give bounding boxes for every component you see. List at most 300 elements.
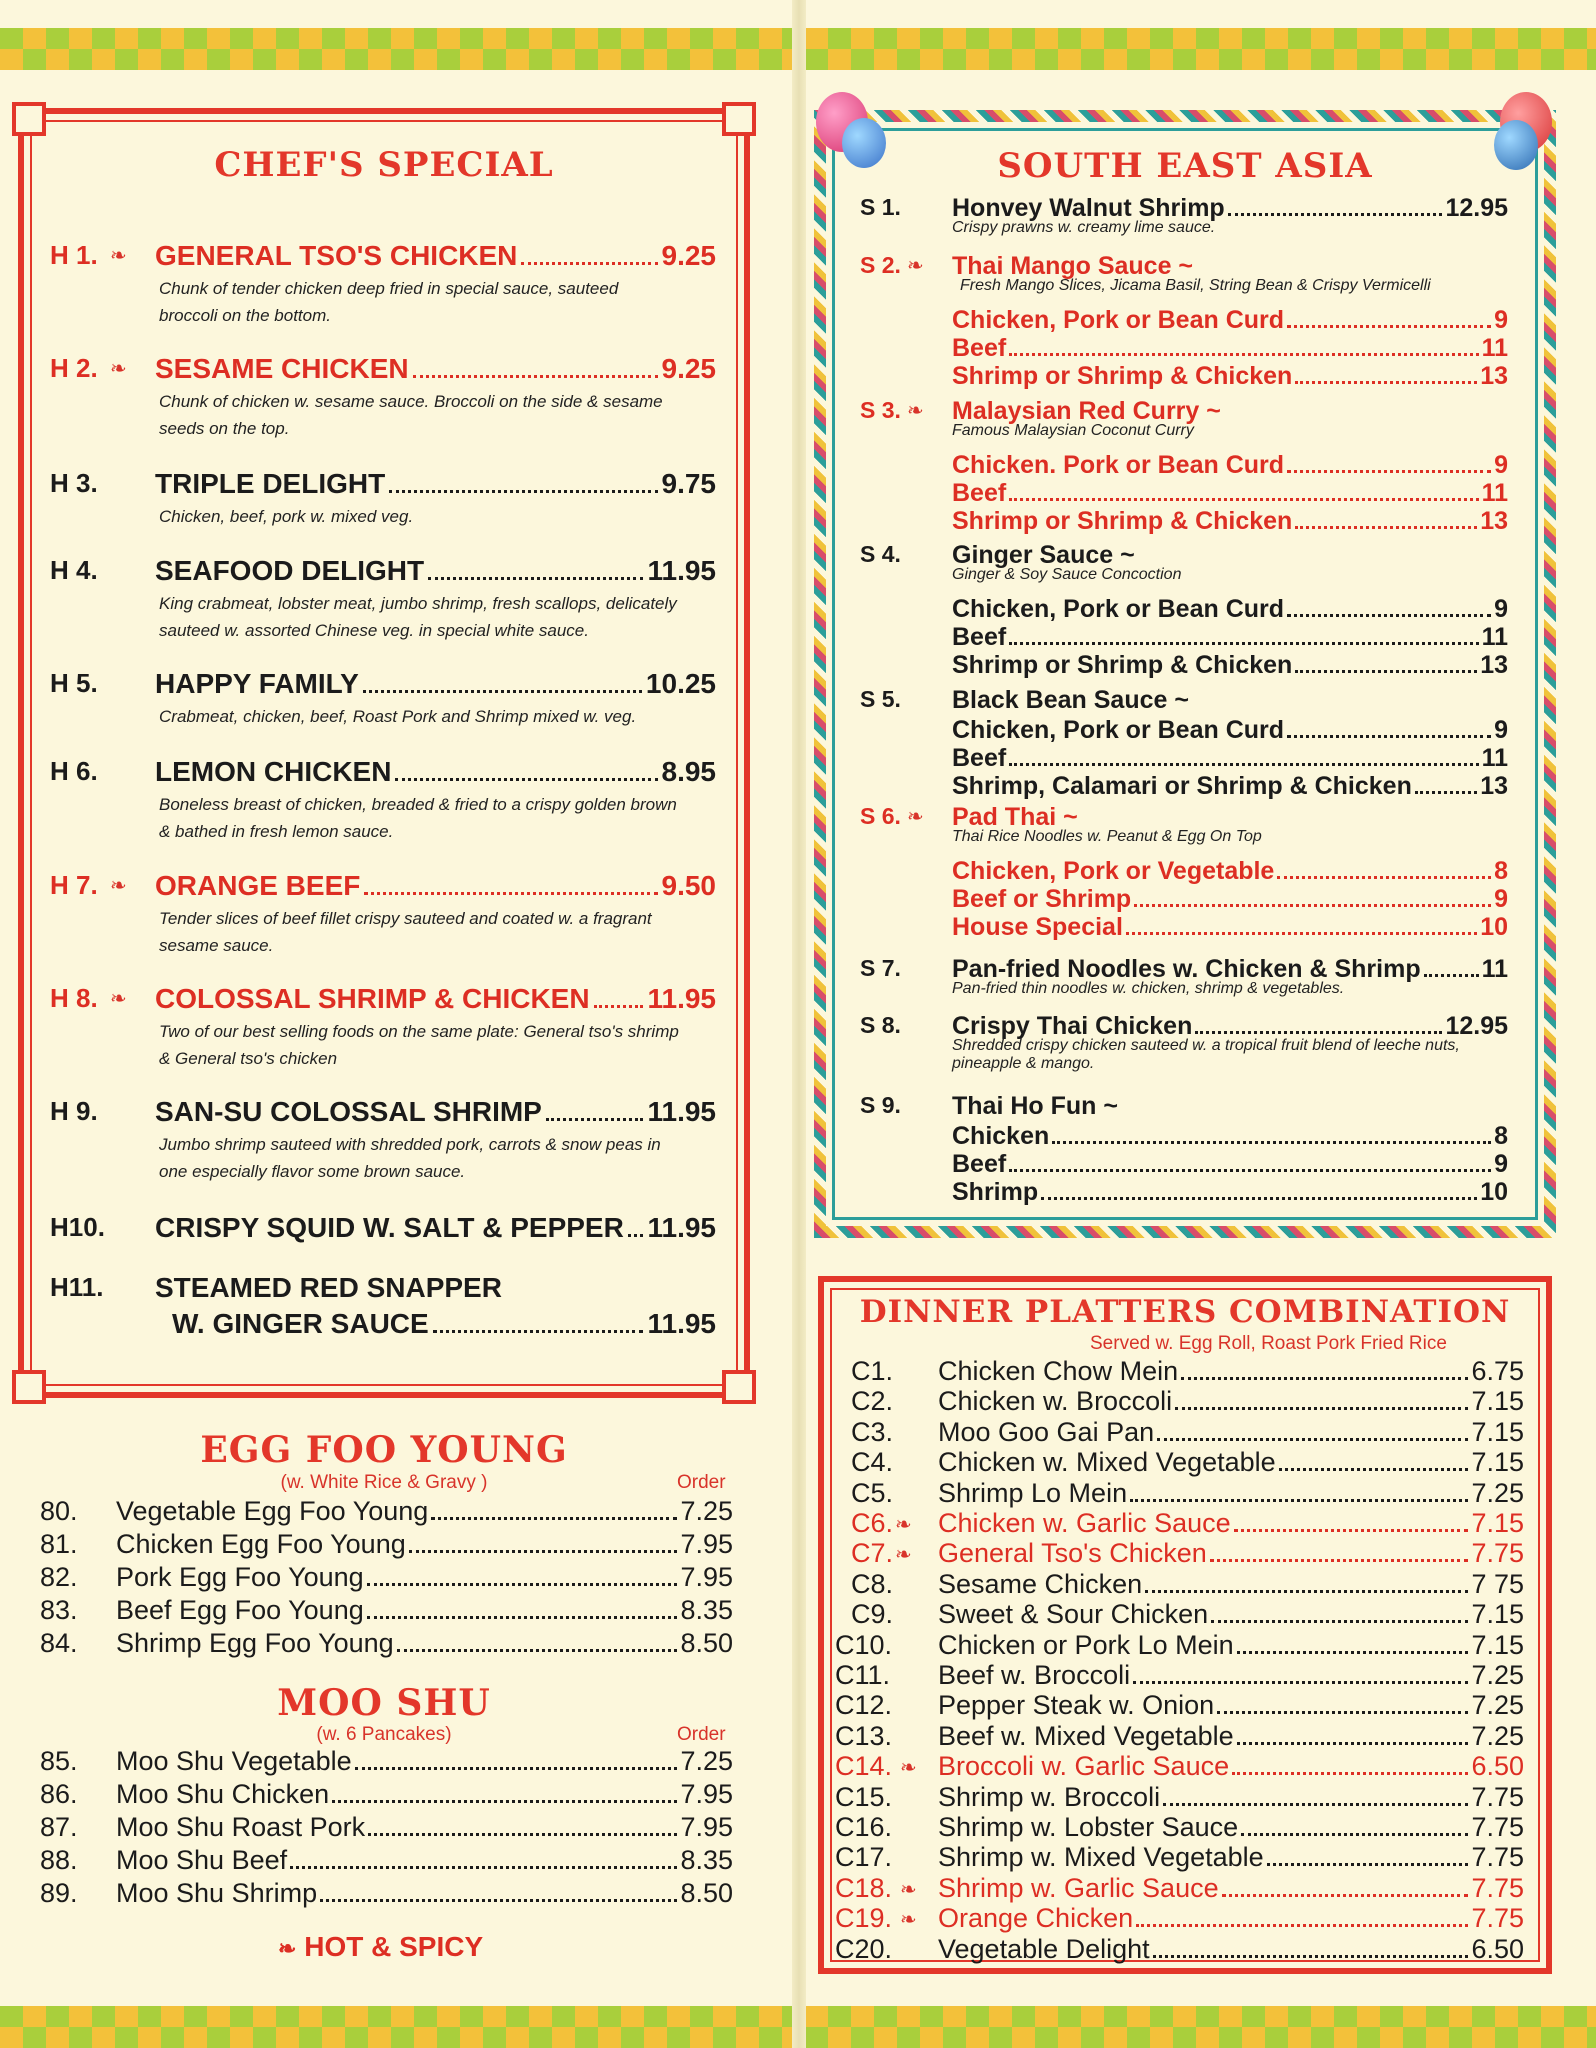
item-number: 86.: [40, 1779, 78, 1809]
leader-dots: [1295, 381, 1477, 384]
menu-item-line: [938, 1903, 1524, 1934]
item-name: Chicken, Pork or Bean Curd: [952, 306, 1285, 334]
chili-pepper-icon: ❧: [900, 1757, 917, 1780]
item-name: Moo Shu Shrimp: [116, 1878, 318, 1908]
item-description: Tender slices of beef fillet crispy sauteed and coated w. a fragrant sesame sauce.: [159, 909, 652, 955]
item-name: Moo Shu Vegetable: [116, 1746, 352, 1776]
menu-item-line: [938, 1447, 1524, 1478]
item-description: King crabmeat, lobster meat, jumbo shrimp, fresh scallops, delicately sauteed w. assorted Chinese veg. in special white sauce.: [159, 594, 677, 640]
menu-option-line: [952, 362, 1508, 391]
item-price: 7.25: [680, 1746, 733, 1776]
item-code: C6.: [851, 1508, 894, 1538]
leader-dots: [389, 490, 657, 493]
menu-option-line: [952, 885, 1508, 914]
item-code: H10.: [50, 1212, 105, 1242]
item-code: C5.: [851, 1477, 894, 1508]
leader-dots: [1130, 1499, 1468, 1502]
item-name: Thai Ho Fun ~: [952, 1092, 1118, 1120]
item-name: Chicken, Pork or Bean Curd: [952, 595, 1285, 623]
egg-foo-young-subtitle: (w. White Rice & Gravy ): [280, 1472, 488, 1493]
item-description: Shredded crispy chicken sauteed w. a tropical fruit blend of leeche nuts, pineapple & mango.: [952, 1037, 1460, 1072]
menu-item-line: [938, 1417, 1524, 1448]
leader-dots: [1211, 1620, 1468, 1623]
item-name: W. GINGER SAUCE: [172, 1308, 429, 1339]
item-name: Shrimp w. Lobster Sauce: [938, 1812, 1239, 1842]
item-description: Chunk of chicken w. sesame sauce. Broccoli on the side & sesame seeds on the top.: [159, 392, 663, 438]
item-name: Honvey Walnut Shrimp: [952, 194, 1225, 222]
item-price: 13: [1480, 771, 1508, 800]
item-name: Beef or Shrimp: [952, 884, 1132, 913]
leader-dots: [628, 1234, 644, 1237]
item-price: 9.50: [661, 870, 716, 901]
item-name: Shrimp Egg Foo Young: [116, 1628, 394, 1658]
menu-item-line: [116, 1812, 733, 1843]
menu-item-line: [938, 1690, 1524, 1721]
menu-item-line: [938, 1721, 1524, 1752]
menu-option-line: [952, 306, 1508, 335]
item-code: C3.: [851, 1416, 894, 1447]
item-number: 89.: [40, 1878, 78, 1908]
item-price: 8.35: [680, 1845, 733, 1875]
item-number: 85.: [40, 1746, 78, 1776]
item-name: Shrimp or Shrimp & Chicken: [952, 506, 1293, 535]
item-price: 9.25: [661, 240, 716, 271]
chili-pepper-icon: ❧: [110, 875, 127, 897]
chili-pepper-icon: ❧: [110, 245, 127, 267]
item-name: Chicken. Pork or Bean Curd: [952, 451, 1285, 479]
item-name: Beef: [952, 743, 1007, 772]
item-code: C19.: [835, 1903, 893, 1934]
leader-dots: [1133, 1681, 1468, 1684]
item-name: SESAME CHICKEN: [155, 353, 409, 384]
frame-corner: [12, 1370, 46, 1404]
item-price: 10: [1480, 1177, 1508, 1206]
item-code: C11.: [835, 1660, 891, 1690]
item-name: Moo Shu Chicken: [116, 1779, 330, 1809]
item-name: Black Bean Sauce ~: [952, 686, 1189, 714]
menu-option-line: [952, 651, 1508, 680]
item-price: 9: [1494, 716, 1508, 744]
leader-dots: [428, 577, 643, 580]
item-price: 7.15: [1471, 1386, 1524, 1417]
menu-item-line: [116, 1529, 733, 1560]
menu-item-line: [116, 1779, 733, 1810]
item-price: 9: [1494, 1149, 1508, 1178]
leader-dots: [1232, 1772, 1468, 1775]
item-name: Malaysian Red Curry ~: [952, 397, 1221, 425]
item-code: S 2.: [860, 252, 901, 278]
item-name: General Tso's Chicken: [938, 1538, 1207, 1569]
item-name: LEMON CHICKEN: [155, 756, 392, 787]
leader-dots: [1217, 1711, 1468, 1714]
menu-item-line: [938, 1538, 1524, 1569]
item-name: Pork Egg Foo Young: [116, 1562, 364, 1592]
leader-dots: [433, 1330, 644, 1333]
chili-pepper-icon: ❧: [900, 1909, 917, 1932]
item-name: Chicken or Pork Lo Mein: [938, 1629, 1234, 1660]
menu-item-line: [116, 1496, 733, 1527]
menu-item-line: [938, 1599, 1524, 1630]
menu-item-line: [155, 668, 716, 700]
item-name: Shrimp w. Broccoli: [938, 1781, 1161, 1812]
item-price: 7.75: [1471, 1812, 1524, 1842]
leader-dots: [367, 1616, 678, 1619]
chili-pepper-icon: ❧: [278, 1936, 297, 1961]
item-name: Beef w. Broccoli: [938, 1660, 1131, 1690]
item-price: 7.15: [1471, 1629, 1524, 1660]
item-code: S 4.: [860, 541, 901, 567]
item-code: S 3.: [860, 397, 901, 423]
hot-spicy-legend: [278, 1931, 483, 1963]
item-code: H 4.: [50, 555, 98, 585]
item-description: Jumbo shrimp sauteed with shredded pork, carrots & snow peas in one especially flavor some brown sauce.: [159, 1135, 661, 1181]
menu-item-line: [938, 1873, 1524, 1904]
item-price: 13: [1480, 650, 1508, 679]
chili-pepper-icon: ❧: [895, 1514, 912, 1536]
item-price: 9: [1494, 306, 1508, 334]
item-code: H 6.: [50, 756, 98, 786]
menu-item-line: [155, 1212, 716, 1244]
item-code: S 5.: [860, 686, 901, 712]
item-number: 80.: [40, 1496, 78, 1526]
menu-item-line: [938, 1569, 1524, 1600]
item-code: C15.: [835, 1781, 893, 1812]
egg-foo-young-title: EGG FOO YOUNG: [200, 1429, 568, 1471]
menu-item-line: [155, 1096, 716, 1128]
leader-dots: [368, 1833, 677, 1836]
menu-item-line: [116, 1746, 733, 1777]
item-price: 8.50: [680, 1628, 733, 1658]
menu-option-line: [952, 772, 1508, 801]
leader-dots: [594, 1005, 644, 1008]
item-price: 7.75: [1471, 1842, 1524, 1873]
menu-item-line: [155, 983, 716, 1015]
item-code: S 9.: [860, 1092, 901, 1118]
item-code: C20.: [835, 1933, 893, 1964]
menu-item-line: [155, 756, 716, 788]
item-price: 7.95: [680, 1812, 733, 1842]
leader-dots: [1287, 735, 1491, 738]
menu-option-line: [952, 716, 1508, 745]
item-name: Beef: [952, 478, 1007, 507]
item-name: Shrimp w. Garlic Sauce: [938, 1872, 1219, 1903]
chili-pepper-icon: ❧: [907, 806, 924, 828]
leader-dots: [1136, 1924, 1468, 1927]
menu-item-line: [938, 1356, 1524, 1387]
menu-item-line: [938, 1751, 1524, 1782]
menu-item-line: [155, 240, 716, 272]
menu-item-line: [172, 1308, 716, 1340]
item-code: H 9.: [50, 1096, 98, 1126]
leader-dots: [1279, 1468, 1469, 1471]
item-price: 7.95: [680, 1529, 733, 1559]
menu-item-line: [116, 1595, 733, 1626]
item-code: H 2.: [50, 353, 98, 383]
item-price: 12.95: [1445, 194, 1508, 222]
item-name: Broccoli w. Garlic Sauce: [938, 1751, 1230, 1782]
item-name: Sesame Chicken: [938, 1568, 1143, 1599]
item-name: Shrimp or Shrimp & Chicken: [952, 650, 1293, 679]
menu-option-line: [952, 1150, 1508, 1179]
menu-item-line: [938, 1630, 1524, 1661]
leader-dots: [1222, 1894, 1469, 1897]
item-description: Boneless breast of chicken, breaded & fried to a crispy golden brown & bathed in fresh lemon sauce.: [159, 795, 677, 841]
item-name: Crispy Thai Chicken: [952, 1012, 1193, 1040]
item-price: 11.95: [647, 1096, 716, 1127]
item-code: H 5.: [50, 668, 98, 698]
leader-dots: [367, 1583, 678, 1586]
item-number: 87.: [40, 1812, 78, 1842]
item-name: Shrimp, Calamari or Shrimp & Chicken: [952, 771, 1412, 800]
item-price: 9: [1494, 595, 1508, 623]
item-name: Sweet & Sour Chicken: [938, 1599, 1209, 1630]
menu-item-line: [938, 1934, 1524, 1965]
south-east-asia-title: SOUTH EAST ASIA: [997, 146, 1373, 186]
item-number: 88.: [40, 1845, 78, 1875]
menu-item-line: [938, 1386, 1524, 1417]
menu-item-line: [938, 1660, 1524, 1691]
item-price: 11.95: [647, 1308, 716, 1339]
item-code: C2.: [851, 1386, 894, 1417]
menu-option-line: [952, 507, 1508, 536]
leader-dots: [1145, 1590, 1468, 1593]
item-code: S 8.: [860, 1012, 901, 1038]
item-price: 6.50: [1471, 1933, 1524, 1964]
item-price: 6.75: [1471, 1356, 1524, 1386]
item-name: Thai Mango Sauce ~: [952, 252, 1194, 280]
leader-dots: [1415, 791, 1477, 794]
menu-item-line: [155, 870, 716, 902]
leader-dots: [413, 375, 658, 378]
leader-dots: [431, 1517, 677, 1520]
leader-dots: [332, 1800, 677, 1803]
leader-dots: [320, 1899, 677, 1902]
leader-dots: [397, 1649, 678, 1652]
frame-corner: [722, 102, 756, 136]
leader-dots: [1295, 526, 1477, 529]
item-price: 7.15: [1471, 1447, 1524, 1478]
item-name: Beef: [952, 333, 1007, 362]
item-price: 8: [1494, 857, 1508, 885]
item-price: 7.15: [1471, 1599, 1524, 1630]
item-name: Pepper Steak w. Onion: [938, 1690, 1215, 1721]
item-name: Chicken: [952, 1122, 1050, 1150]
menu-item-line: [116, 1845, 733, 1876]
item-name: STEAMED RED SNAPPER: [155, 1272, 502, 1303]
frame-corner: [12, 102, 46, 136]
dinner-platters-subtitle: Served w. Egg Roll, Roast Pork Fried Rice: [1090, 1333, 1447, 1354]
chefs-special-title: CHEF'S SPECIAL: [214, 145, 554, 185]
item-name: Shrimp or Shrimp & Chicken: [952, 361, 1293, 390]
leader-dots: [1009, 642, 1478, 645]
leader-dots: [1153, 1955, 1469, 1958]
item-price: 7.15: [1471, 1416, 1524, 1447]
item-code: C8.: [851, 1568, 894, 1599]
leader-dots: [1009, 353, 1478, 356]
leader-dots: [363, 690, 642, 693]
leader-dots: [1009, 763, 1478, 766]
item-code: H 1.: [50, 240, 98, 270]
item-price: 9.25: [661, 353, 716, 384]
item-code: C7.: [851, 1538, 894, 1569]
item-name: Shrimp w. Mixed Vegetable: [938, 1842, 1264, 1873]
item-description: Chunk of tender chicken deep fried in special sauce, sauteed broccoli on the bottom.: [159, 279, 619, 325]
item-price: 8.50: [680, 1878, 733, 1908]
item-name: House Special: [952, 912, 1123, 941]
item-price: 11: [1481, 333, 1508, 362]
leader-dots: [1163, 1803, 1468, 1806]
item-code: H 3.: [50, 468, 98, 498]
menu-item-line: [116, 1562, 733, 1593]
item-description: Pan-fried thin noodles w. chicken, shrimp & vegetables.: [952, 980, 1345, 997]
item-code: H 8.: [50, 983, 98, 1013]
leader-dots: [395, 778, 657, 781]
leader-dots: [1210, 1559, 1469, 1562]
item-price: 9.75: [661, 468, 716, 499]
item-name: Shrimp: [952, 1177, 1039, 1206]
item-name: Beef w. Mixed Vegetable: [938, 1720, 1234, 1751]
menu-option-line: [952, 623, 1508, 652]
menu-option-line: [952, 744, 1508, 773]
item-price: 7.75: [1471, 1781, 1524, 1812]
item-price: 7.25: [1471, 1660, 1524, 1690]
item-name: Vegetable Delight: [938, 1933, 1150, 1964]
item-name: GENERAL TSO'S CHICKEN: [155, 240, 518, 271]
menu-item-line: [938, 1842, 1524, 1873]
menu-item-line: [116, 1628, 733, 1659]
menu-item-line: [155, 468, 716, 500]
item-price: 11: [1481, 478, 1508, 507]
item-code: C10.: [835, 1629, 893, 1660]
item-name: Chicken Egg Foo Young: [116, 1529, 406, 1559]
leader-dots: [1295, 670, 1477, 673]
item-price: 11.95: [647, 983, 716, 1014]
moo-shu-order-label: Order: [677, 1724, 726, 1745]
item-price: 10.25: [645, 668, 716, 699]
leader-dots: [1277, 876, 1491, 879]
leader-dots: [1175, 1407, 1468, 1410]
leader-dots: [364, 892, 657, 895]
item-name: ORANGE BEEF: [155, 870, 361, 901]
leader-dots: [1009, 1169, 1491, 1172]
item-name: HAPPY FAMILY: [155, 668, 359, 699]
leader-dots: [290, 1866, 677, 1869]
item-name: Pan-fried Noodles w. Chicken & Shrimp: [952, 955, 1421, 983]
menu-item-line: [116, 1878, 733, 1909]
item-price: 7.75: [1471, 1903, 1524, 1934]
item-price: 12.95: [1445, 1012, 1508, 1040]
item-price: 11: [1481, 743, 1508, 772]
item-code: H 7.: [50, 870, 98, 900]
menu-option-line: [952, 913, 1508, 942]
item-code: S 7.: [860, 955, 901, 981]
item-description: Two of our best selling foods on the same plate: General tso's shrimp & General tso's chicken: [159, 1022, 679, 1068]
menu-item-line: [938, 1478, 1524, 1509]
menu-item-line: [155, 555, 716, 587]
item-name: Moo Shu Beef: [116, 1845, 288, 1875]
item-name: Chicken, Pork or Vegetable: [952, 857, 1275, 885]
leader-dots: [409, 1550, 678, 1553]
menu-option-line: [952, 479, 1508, 508]
leader-dots: [1287, 614, 1491, 617]
leader-dots: [1126, 932, 1477, 935]
page-fold: [792, 0, 806, 2048]
item-name: SAN-SU COLOSSAL SHRIMP: [155, 1096, 542, 1127]
item-code: C14.: [835, 1751, 893, 1782]
item-name: Pad Thai ~: [952, 803, 1078, 831]
leader-dots: [1267, 1863, 1469, 1866]
item-code: C13.: [835, 1720, 893, 1751]
item-price: 9: [1494, 451, 1508, 479]
item-name: CRISPY SQUID W. SALT & PEPPER: [155, 1212, 624, 1243]
item-code: H11.: [50, 1272, 104, 1302]
menu-item-line: [155, 353, 716, 385]
frame-corner: [722, 1370, 756, 1404]
leader-dots: [1041, 1197, 1477, 1200]
leader-dots: [1237, 1742, 1469, 1745]
item-name: SEAFOOD DELIGHT: [155, 555, 425, 586]
chili-pepper-icon: ❧: [110, 988, 127, 1010]
leader-dots: [1237, 1651, 1469, 1654]
item-code: C1.: [851, 1356, 894, 1386]
egg-foo-young-order-label: Order: [677, 1472, 726, 1493]
leader-dots: [1424, 974, 1479, 977]
leader-dots: [546, 1118, 644, 1121]
hot-spicy-label: HOT & SPICY: [304, 1931, 484, 1962]
leader-dots: [1234, 1529, 1469, 1532]
item-price: 13: [1480, 361, 1508, 390]
leader-dots: [521, 262, 657, 265]
item-name: Chicken Chow Mein: [938, 1356, 1179, 1386]
item-code: C12.: [835, 1690, 893, 1721]
item-name: TRIPLE DELIGHT: [155, 468, 386, 499]
item-name: Shrimp Lo Mein: [938, 1477, 1128, 1508]
leader-dots: [355, 1767, 678, 1770]
item-price: 11: [1481, 955, 1508, 983]
chili-pepper-icon: ❧: [907, 400, 924, 422]
item-code: C18.: [835, 1872, 893, 1903]
item-price: 6.50: [1471, 1751, 1524, 1782]
item-name: Vegetable Egg Foo Young: [116, 1496, 429, 1526]
menu-option-line: [952, 1178, 1508, 1207]
leader-dots: [1134, 904, 1491, 907]
leader-dots: [1157, 1438, 1468, 1441]
item-description: Famous Malaysian Coconut Curry: [952, 422, 1194, 439]
item-price: 8: [1494, 1122, 1508, 1150]
item-price: 7.95: [680, 1779, 733, 1809]
item-description: Crabmeat, chicken, beef, Roast Pork and Shrimp mixed w. veg.: [159, 707, 637, 726]
moo-shu-title: MOO SHU: [277, 1682, 491, 1724]
item-description: Crispy prawns w. creamy lime sauce.: [952, 219, 1216, 236]
item-name: Chicken w. Mixed Vegetable: [938, 1447, 1276, 1478]
item-code: C17.: [835, 1842, 893, 1873]
item-description: Fresh Mango Slices, Jicama Basil, String Bean & Crispy Vermicelli: [960, 277, 1431, 294]
item-price: 13: [1480, 506, 1508, 535]
item-price: 7.25: [1471, 1690, 1524, 1721]
chili-pepper-icon: ❧: [895, 1544, 912, 1567]
item-name: Beef: [952, 1149, 1007, 1178]
leader-dots: [1287, 325, 1491, 328]
leader-dots: [1052, 1141, 1491, 1144]
item-price: 10: [1480, 912, 1508, 941]
item-price: 8.95: [661, 756, 716, 787]
moo-shu-subtitle: (w. 6 Pancakes): [316, 1724, 452, 1745]
item-name: Beef: [952, 622, 1007, 651]
item-price: 7.25: [1471, 1477, 1524, 1508]
item-name: Chicken w. Broccoli: [938, 1386, 1173, 1417]
item-code: C9.: [851, 1599, 894, 1630]
leader-dots: [1228, 213, 1443, 216]
